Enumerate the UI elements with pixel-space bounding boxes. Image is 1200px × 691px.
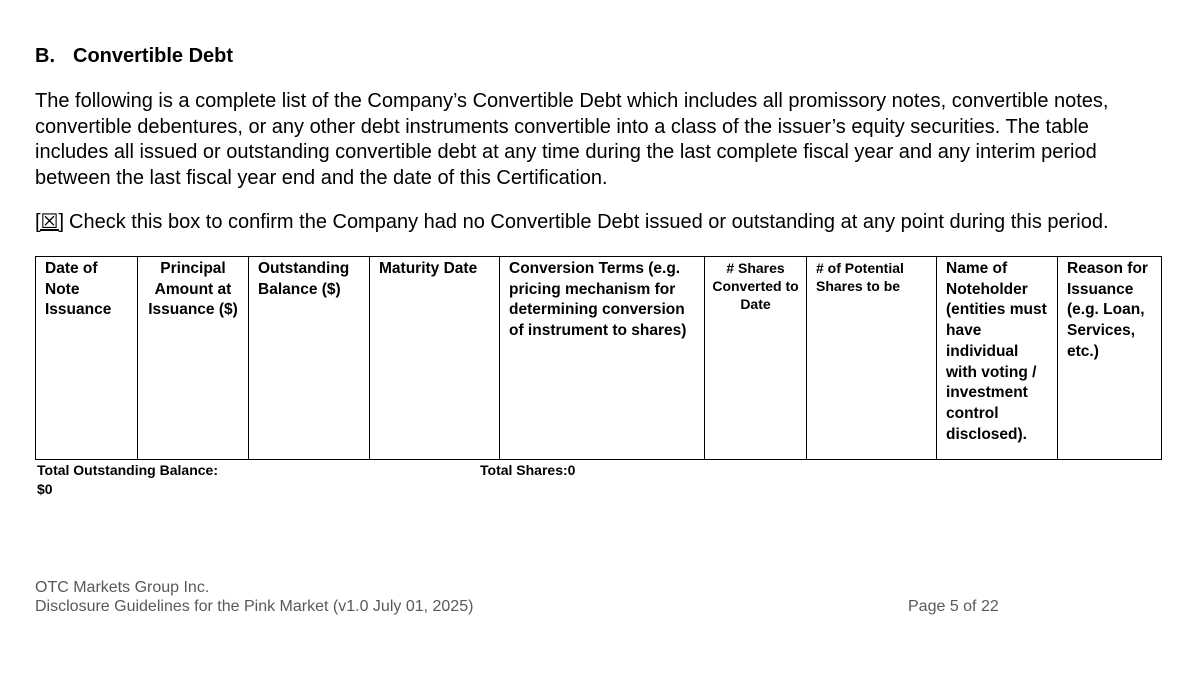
total-outstanding-balance — [37, 461, 218, 499]
checked-checkbox[interactable]: [☒] — [35, 211, 65, 233]
header-reason-for-issuance: Reason for Issuance (e.g. Loan, Services, etc.) — [1058, 257, 1162, 460]
footer-page-number: Page 5 of 22 — [908, 598, 999, 615]
total-shares-label: Total Shares: — [480, 462, 568, 478]
total-shares — [480, 461, 575, 480]
header-potential-shares: # of Potential Shares to be — [807, 257, 937, 460]
section-heading — [35, 45, 233, 68]
convertible-debt-table — [35, 256, 1162, 460]
section-title: Convertible Debt — [73, 45, 234, 67]
footer-company: OTC Markets Group Inc. — [35, 579, 210, 596]
total-outstanding-balance-label: Total Outstanding Balance: — [37, 462, 218, 478]
header-principal-amount: Principal Amount at Issuance ($) — [138, 257, 249, 460]
header-noteholder-name: Name of Noteholder (entities must have individual with voting / investment control disclosed). — [937, 257, 1058, 460]
total-outstanding-balance-value: $0 — [37, 481, 53, 497]
header-outstanding-balance: Outstanding Balance ($) — [249, 257, 370, 460]
intro-paragraph: The following is a complete list of the Company’s Convertible Debt which includes all promissory notes, convertible notes, convertible debentures, or any other debt instruments convertible into a class of the issuer’s equity securities. The table includes all issued or outstanding convertible debt at any time during the last complete fiscal year and any interim period between the last fiscal year end and the date of this Certification. — [35, 90, 1109, 189]
header-date-of-note-issuance: Date of Note Issuance — [36, 257, 138, 460]
header-conversion-terms: Conversion Terms (e.g. pricing mechanism for determining conversion of instrument to shares) — [500, 257, 705, 460]
header-maturity-date: Maturity Date — [370, 257, 500, 460]
footer-guidelines: Disclosure Guidelines for the Pink Market (v1.0 July 01, 2025) — [35, 598, 474, 615]
no-convertible-debt-checkbox-line — [35, 209, 1109, 234]
header-shares-converted: # Shares Converted to Date — [705, 257, 807, 460]
checkbox-label: Check this box to confirm the Company had no Convertible Debt issued or outstanding at any point during this period. — [69, 211, 1109, 233]
table-header-row — [36, 257, 1162, 460]
total-shares-value: 0 — [567, 462, 576, 478]
section-number: B. — [35, 45, 55, 67]
